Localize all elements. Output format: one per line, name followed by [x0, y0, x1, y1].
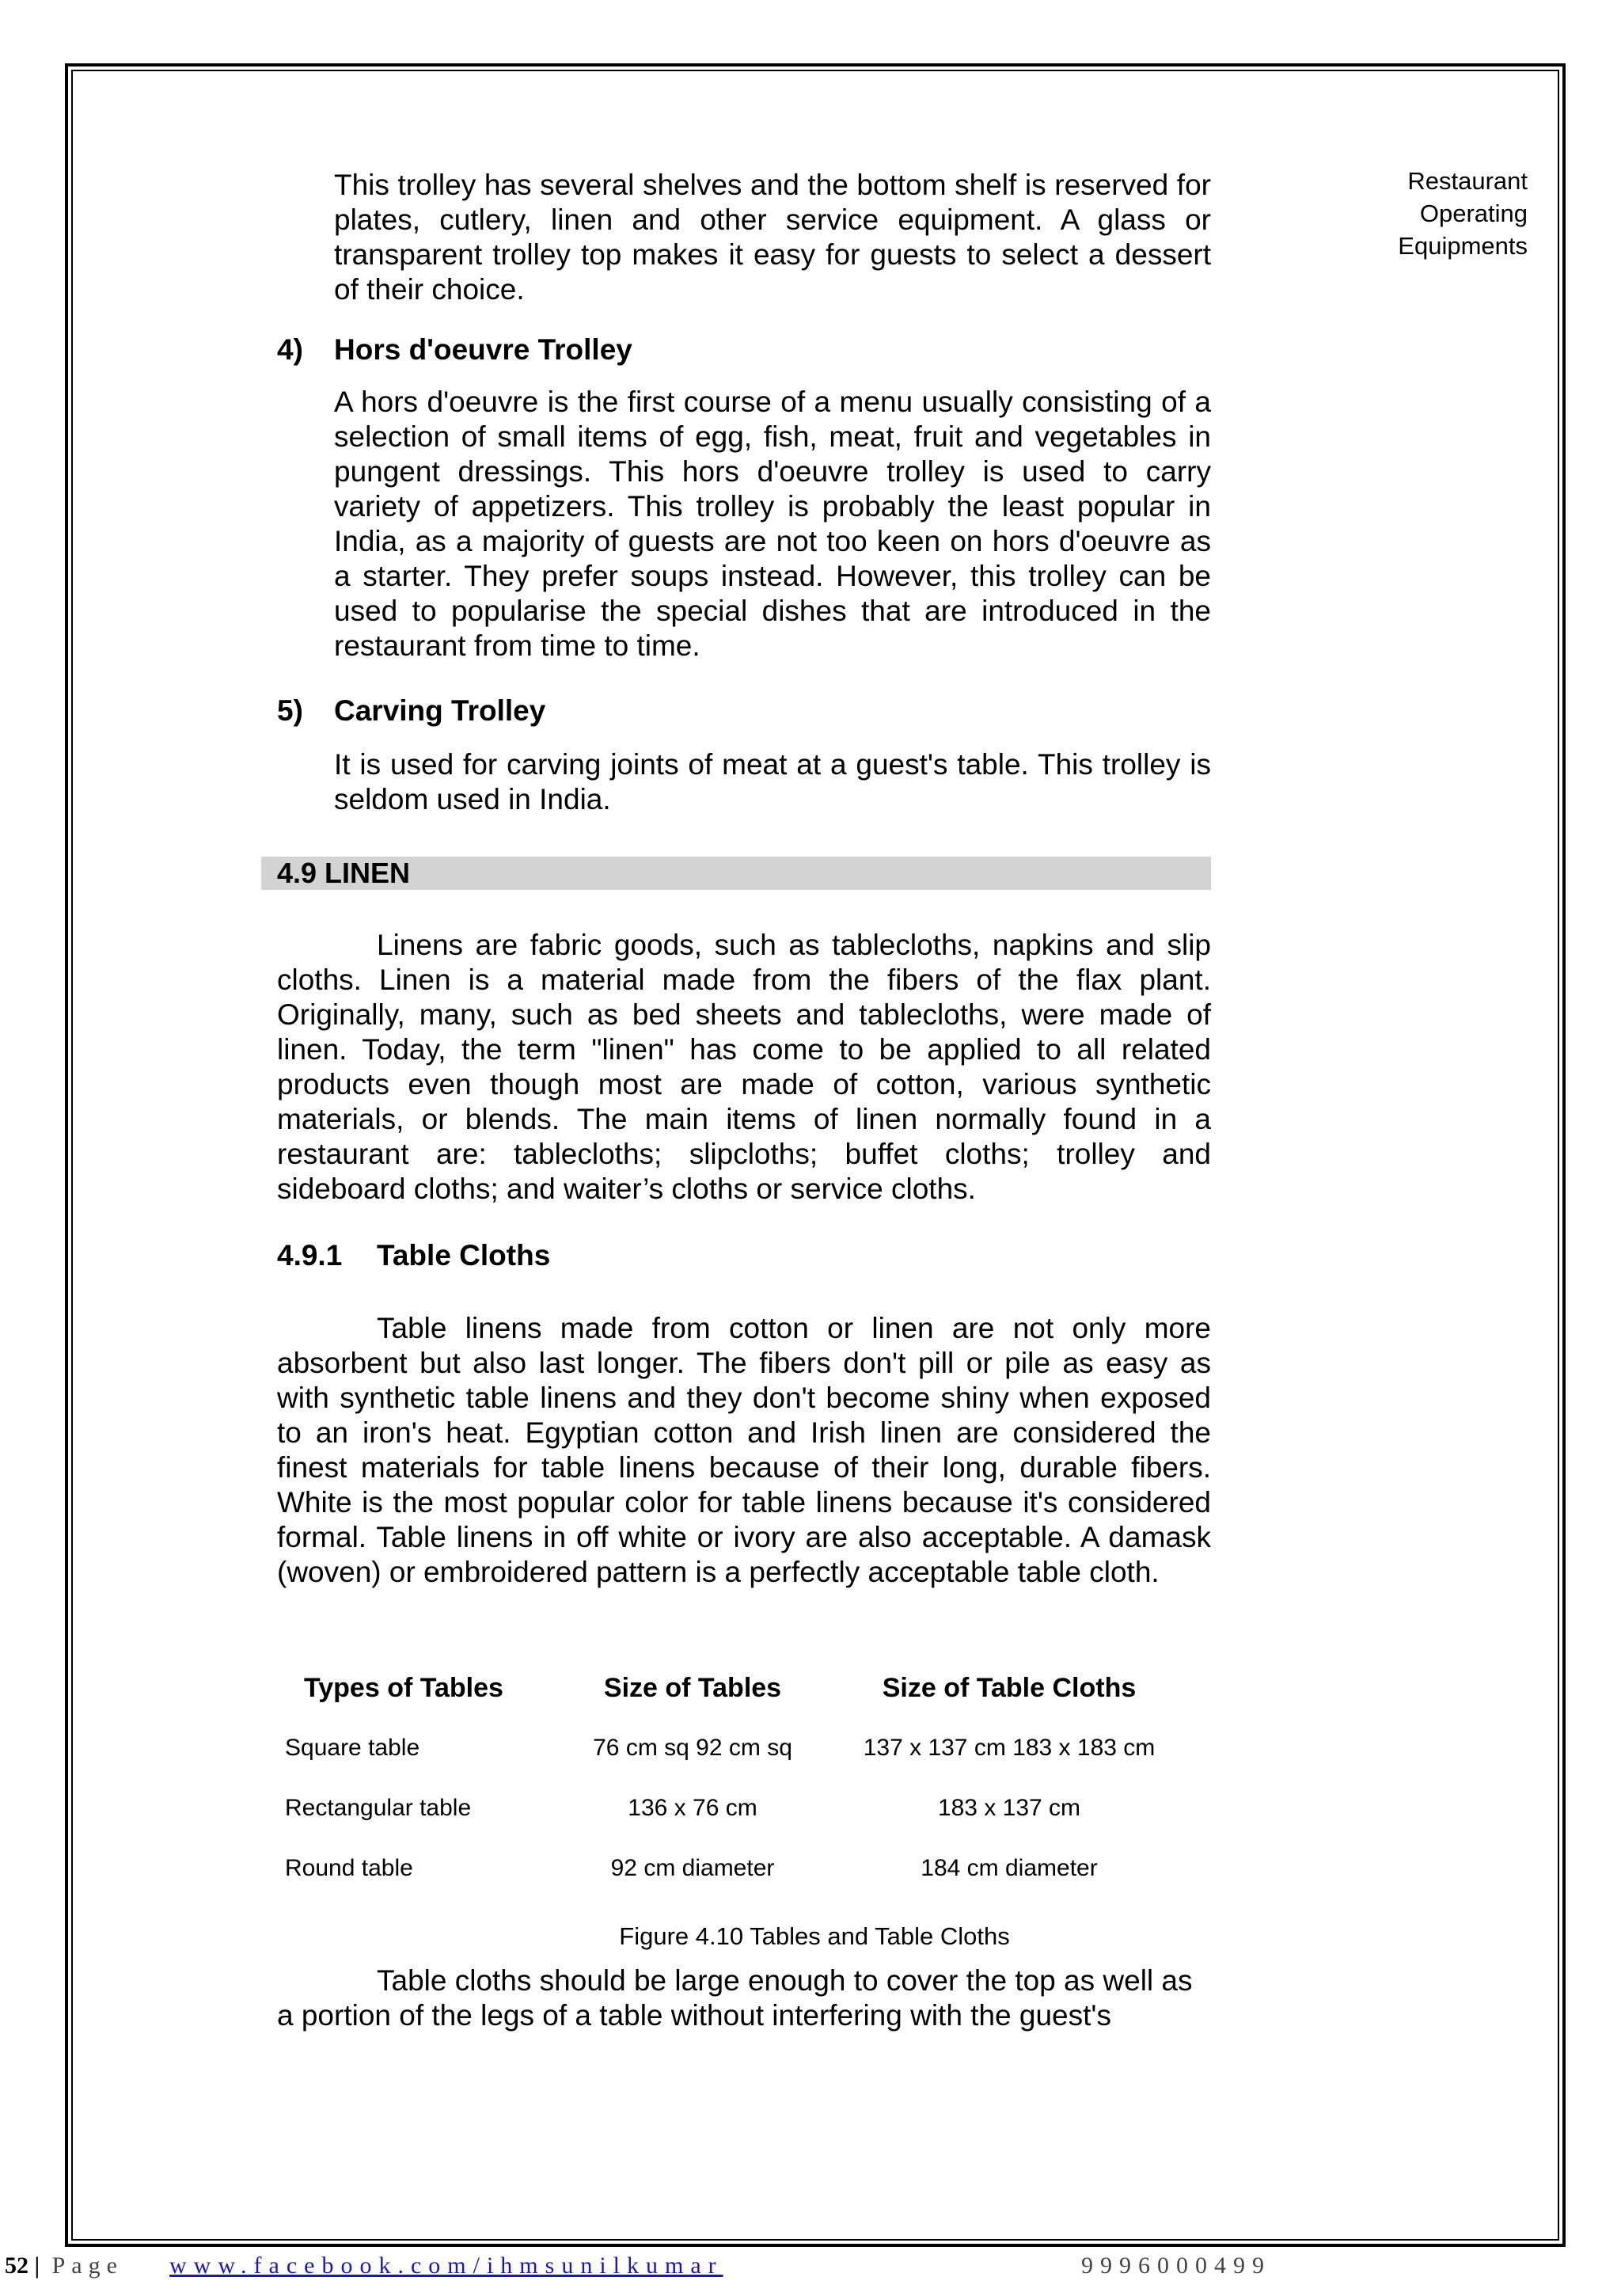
item-4-text: A hors d'oeuvre is the first course of a menu usually consisting of a selection of small items of egg, fish, meat, fruit and vegetables in pungent dressings. This hors d'oeuvre trolley is used to carry variety of appetizers. This trolley is probably the least popular in India, as a majority of guests are not too keen on hors d'oeuvre as a starter. They prefer soups instead. However, this trolley can be used to popularise the special dishes that are introduced in the restaurant from time to time. [334, 386, 1211, 662]
page-number-label [5, 2250, 123, 2282]
page-footer [0, 2250, 1621, 2282]
facebook-link[interactable]: www.facebook.com/ihmsunilkumar [169, 2252, 723, 2279]
item-5-number: 5) [277, 694, 303, 727]
subsection-heading [277, 1238, 550, 1273]
table-cell: 183 x 137 cm [937, 1795, 1081, 1821]
table-row [285, 1731, 1187, 1791]
side-label-line: Equipments [1398, 232, 1528, 260]
item-4-title: Hors d'oeuvre Trolley [334, 333, 632, 366]
figure-caption: Figure 4.10 Tables and Table Cloths [619, 1922, 1010, 1950]
table-cloths-paragraph: Table linens made from cotton or linen are not only more absorbent but also last longer. The fibers don't pill or pile as easy as with synthetic table linens and they don't become shiny when exposed to an iron's heat. Egyptian cotton and Irish linen are considered the finest materials for table linens because of their long, durable fibers. White is the most popular color for table linens because it's considered formal. Table linens in off white or ivory are also acceptable. A damask (woven) or embroidered pattern is a perfectly acceptable table cloth. [277, 1312, 1211, 1588]
item-5-text: It is used for carving joints of meat at a guest's table. This trolley is seldom used in India. [334, 748, 1211, 815]
table-cell: Rectangular table [285, 1795, 472, 1821]
chapter-side-label [1346, 165, 1528, 262]
table-header-cell: Types of Tables [304, 1673, 503, 1703]
table-cell: 76 cm sq 92 cm sq [593, 1735, 792, 1761]
table-header-cell: Size of Tables [603, 1673, 782, 1703]
section-heading-bar [261, 857, 1211, 890]
item-4-number: 4) [277, 333, 303, 366]
item-5-title: Carving Trolley [334, 694, 546, 727]
table-cell: 184 cm diameter [921, 1855, 1098, 1881]
closing-paragraph: Table cloths should be large enough to cover the top as well as a portion of the legs of a table without interfering with the guest's [277, 1964, 1193, 2032]
table-header-cell: Size of Table Cloths [882, 1673, 1137, 1703]
item-4-heading [277, 333, 632, 367]
table-cell: Round table [285, 1855, 413, 1881]
subsection-number: 4.9.1 [277, 1239, 343, 1272]
page-number: 52 | [5, 2252, 40, 2279]
page-word: Page [40, 2252, 123, 2279]
table-cell: 137 x 137 cm 183 x 183 cm [863, 1735, 1156, 1761]
intro-paragraph: This trolley has several shelves and the bottom shelf is reserved for plates, cutlery, linen and other service equipment. A glass or transparent trolley top makes it easy for guests to select a dessert of their choice. [334, 169, 1211, 306]
item-5-heading [277, 694, 545, 728]
side-label-line: Restaurant [1407, 167, 1528, 195]
table-cell: 92 cm diameter [610, 1855, 775, 1881]
subsection-title: Table Cloths [377, 1239, 551, 1272]
phone-number: 9996000499 [1081, 2252, 1271, 2279]
tables-table [285, 1671, 1187, 1911]
table-row [285, 1851, 1187, 1911]
table-cell: Square table [285, 1735, 420, 1761]
linen-paragraph: Linens are fabric goods, such as tablecloths, napkins and slip cloths. Linen is a material made from the fibers of the flax plant. Originally, many, such as bed sheets and tablecloths, were made of linen. Today, the term "linen" has come to be applied to all related products even though most are made of cotton, various synthetic materials, or blends. The main items of linen normally found in a restaurant are: tablecloths; slipcloths; buffet cloths; trolley and sideboard cloths; and waiter’s cloths or service cloths. [277, 929, 1211, 1205]
table-cell: 136 x 76 cm [628, 1795, 757, 1821]
table-header-row [285, 1671, 1187, 1731]
table-row [285, 1791, 1187, 1851]
side-label-line: Operating [1419, 200, 1528, 227]
section-heading: 4.9 LINEN [277, 857, 411, 889]
